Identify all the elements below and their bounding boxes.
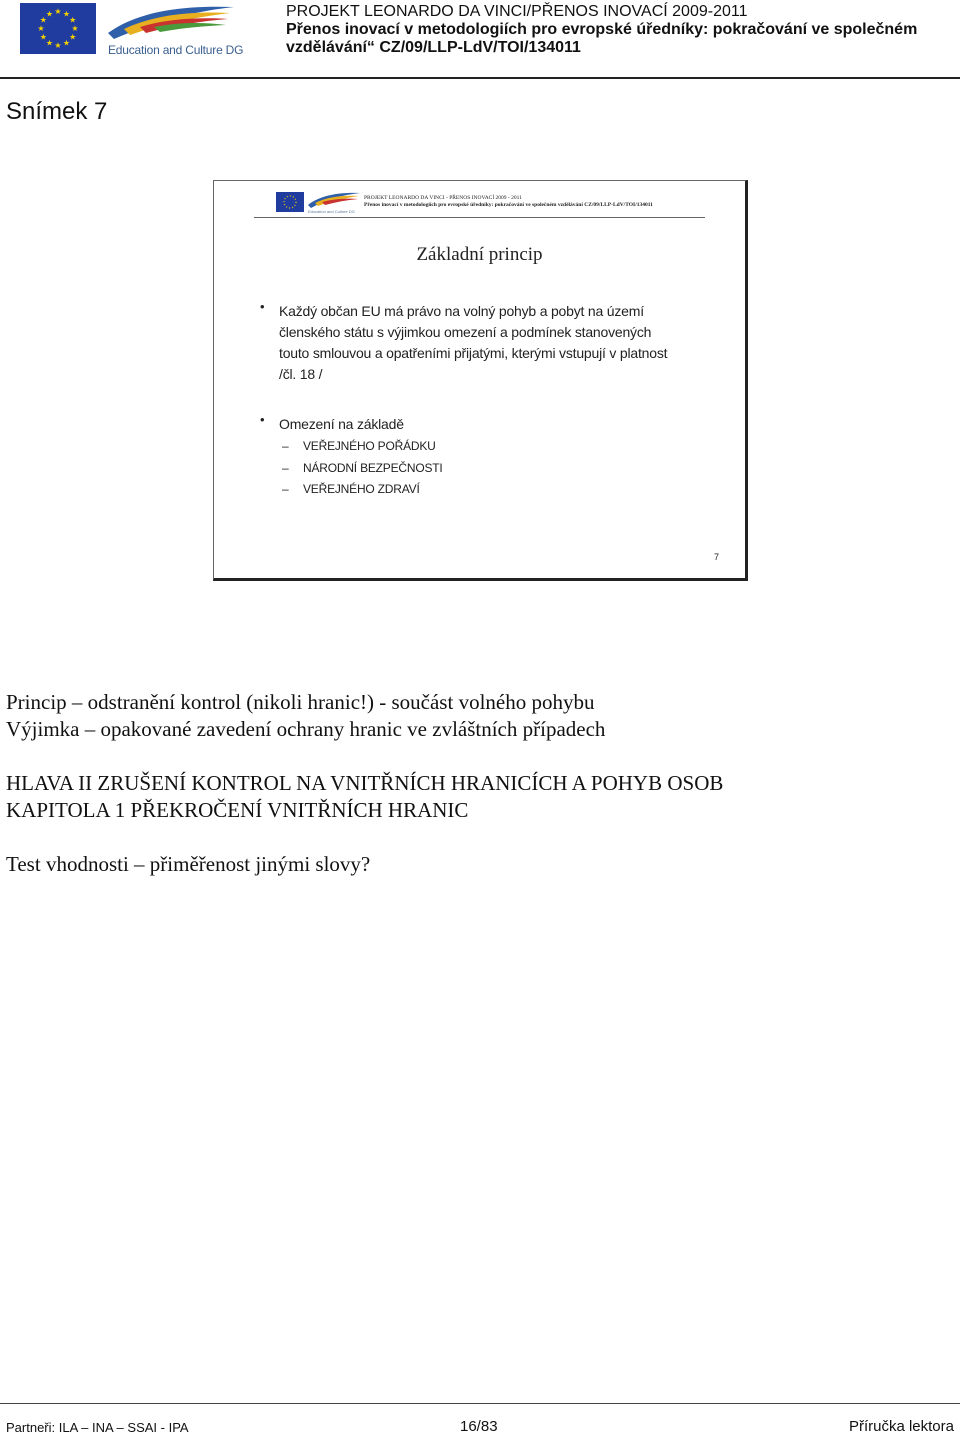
sub-item-national-security: NÁRODNÍ BEZPEČNOSTI	[303, 461, 443, 475]
note-line-principle: Princip – odstranění kontrol (nikoli hranic!) - součást volného pohybu	[6, 690, 595, 714]
sub-dash: –	[282, 439, 289, 453]
svg-text:★: ★	[54, 7, 62, 16]
eu-flag-icon	[20, 3, 96, 54]
footer-divider	[0, 1403, 960, 1404]
note-line-exception: Výjimka – opakované zavedení ochrany hranic ve zvláštních případech	[6, 717, 606, 741]
slide-project-line2: Přenos inovací v metodologiích pro evropské úředníky: pokračování ve společném vzdělávání CZ/09/LLP-LdV/TOI/134011	[364, 202, 653, 208]
document-header	[0, 0, 960, 80]
slide-project-header	[364, 195, 653, 209]
sub-item-public-order: VEŘEJNÉHO POŘÁDKU	[303, 439, 436, 453]
svg-text:★: ★	[45, 38, 54, 48]
bullet-text-1	[279, 301, 699, 385]
logo-caption: Education and Culture DG	[108, 43, 244, 57]
svg-text:★: ★	[71, 24, 79, 33]
slide-eu-flag	[276, 192, 304, 212]
bullet-line: členského státu s výjimkou omezení a podmínek stanovených	[279, 324, 652, 340]
sub-dash: –	[282, 461, 289, 475]
slide-project-line1: PROJEKT LEONARDO DA VINCI - PŘENOS INOVACÍ 2009 - 2011	[364, 195, 522, 201]
svg-text:★: ★	[54, 41, 62, 50]
slide-number: 7	[714, 552, 720, 562]
bullet-text-2: Omezení na základě	[279, 416, 404, 432]
sub-item-public-health: VEŘEJNÉHO ZDRAVÍ	[303, 482, 420, 496]
slide-swoosh-icon	[307, 191, 361, 209]
bullet-line: /čl. 18 /	[279, 366, 323, 382]
slide-title: Základní princip	[416, 244, 543, 265]
bullet-line: touto smlouvou a opatřeními přijatými, kterými vstupují v platnost	[279, 345, 668, 361]
note-line-chapter-1: KAPITOLA 1 PŘEKROČENÍ VNITŘNÍCH HRANIC	[6, 798, 469, 822]
project-title-line2: Přenos inovací v metodologiích pro evropské úředníky: pokračování ve společném	[286, 21, 918, 38]
svg-text:★: ★	[62, 38, 71, 48]
project-title-line1: PROJEKT LEONARDO DA VINCI/PŘENOS INOVACÍ 2009-2011	[286, 3, 748, 20]
note-line-test: Test vhodnosti – přiměřenost jinými slovy?	[6, 852, 371, 876]
slide-thumbnail	[213, 180, 748, 581]
footer-document-name: Příručka lektora	[848, 1418, 954, 1435]
project-title-block	[286, 3, 956, 57]
bullet-line: Každý občan EU má právo na volný pohyb a pobyt na území	[279, 303, 644, 319]
svg-text:★: ★	[37, 24, 45, 33]
sub-dash: –	[282, 482, 289, 496]
bullet-marker: •	[260, 412, 265, 427]
bullet-marker: •	[260, 299, 265, 314]
svg-text:★: ★	[62, 9, 71, 19]
slide-header-divider	[254, 217, 705, 218]
svg-text:★: ★	[69, 15, 77, 25]
svg-text:★: ★	[45, 9, 54, 19]
footer-partners: Partneři: ILA – INA – SSAI - IPA	[6, 1420, 189, 1435]
project-title-line3: vzdělávání“ CZ/09/LLP-LdV/TOI/134011	[286, 39, 581, 56]
note-line-title-ii: HLAVA II ZRUŠENÍ KONTROL NA VNITŘNÍCH HRANICÍCH A POHYB OSOB	[6, 771, 724, 795]
svg-text:★: ★	[69, 32, 77, 42]
eu-flag-icon	[276, 192, 304, 212]
header-divider	[0, 77, 960, 79]
swoosh-icon	[106, 3, 236, 43]
education-culture-logo	[106, 3, 244, 57]
footer-page-number: 16/83	[460, 1418, 498, 1435]
page-title: Snímek 7	[6, 98, 108, 125]
svg-text:★: ★	[39, 32, 47, 42]
slide-logo-caption: Education and Culture DG	[308, 209, 355, 214]
eu-flag-logo	[20, 3, 96, 54]
svg-text:★: ★	[39, 15, 47, 25]
